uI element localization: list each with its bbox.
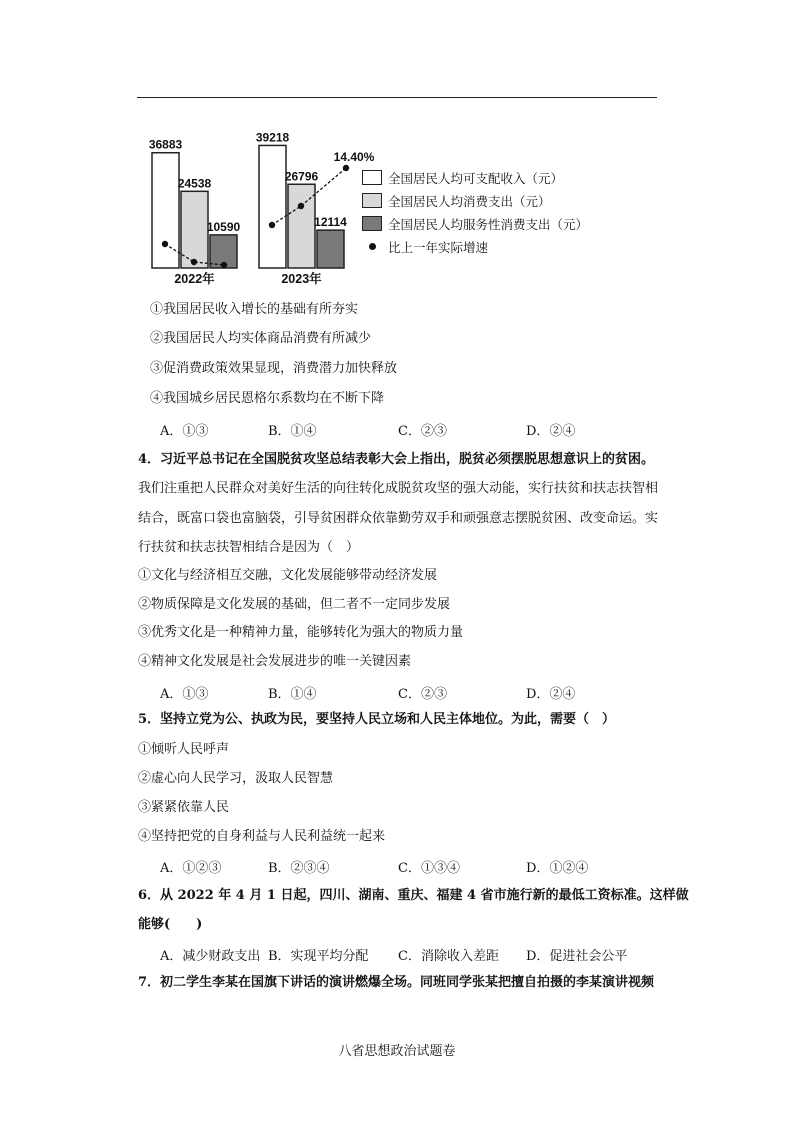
header-rule bbox=[137, 97, 657, 98]
category-label-0: 2022年 bbox=[174, 272, 215, 286]
bar-consumption-0 bbox=[181, 191, 208, 268]
q7-stem-line-1: 7．初二学生李某在国旗下讲话的演讲燃爆全场。同班同学张某把擅自拍摄的李某演讲视频 bbox=[138, 975, 655, 990]
growth-dot-0 bbox=[162, 241, 168, 247]
q3-choice-b[interactable]: B．①④ bbox=[268, 424, 317, 439]
q4-option-1: ①文化与经济相互交融，文化发展能够带动经济发展 bbox=[138, 568, 438, 583]
data-label-consumption-0: 24538 bbox=[177, 176, 212, 191]
q5-stem: 5．坚持立党为公、执政为民，要坚持人民立场和人民主体地位。为此，需要（ ） bbox=[138, 712, 616, 727]
q6-choice-d[interactable]: D．促进社会公平 bbox=[526, 949, 628, 964]
bar-consumption-1 bbox=[288, 184, 315, 268]
q3-option-3: ③促消费政策效果显现，消费潜力加快释放 bbox=[150, 361, 398, 376]
legend-item-consumption bbox=[362, 189, 588, 212]
q6-choice-b[interactable]: B．实现平均分配 bbox=[268, 949, 369, 964]
q3-choice-a[interactable]: A．①③ bbox=[160, 424, 209, 439]
q3-option-1: ①我国居民收入增长的基础有所夯实 bbox=[150, 302, 359, 317]
data-label-service-0: 10590 bbox=[206, 219, 241, 234]
q4-option-3: ③优秀文化是一种精神力量，能够转化为强大的物质力量 bbox=[138, 625, 464, 640]
legend-item-income bbox=[362, 166, 588, 189]
q6-choice-c[interactable]: C．消除收入差距 bbox=[398, 949, 499, 964]
q5-option-2: ②虚心向人民学习，汲取人民智慧 bbox=[138, 771, 334, 786]
q4-option-4: ④精神文化发展是社会发展进步的唯一关键因素 bbox=[138, 654, 412, 669]
q4-choice-d[interactable]: D．②④ bbox=[526, 687, 576, 702]
q4-stem-line-2: 我们注重把人民群众对美好生活的向往转化成脱贫攻坚的强大动能，实行扶贫和扶志扶智相 bbox=[138, 481, 659, 496]
legend-dot-growth bbox=[362, 243, 382, 250]
q3-option-4: ④我国城乡居民恩格尔系数均在不断下降 bbox=[150, 391, 385, 406]
q4-stem-line-3: 结合，既富口袋也富脑袋，引导贫困群众依靠勤劳双手和顽强意志摆脱贫困、改变命运。实 bbox=[138, 511, 659, 526]
q4-stem-line-1: 4．习近平总书记在全国脱贫攻坚总结表彰大会上指出，脱贫必须摆脱思想意识上的贫困。 bbox=[138, 452, 655, 467]
q3-option-2: ②我国居民人均实体商品消费有所减少 bbox=[150, 331, 372, 346]
q5-option-3: ③紧紧依靠人民 bbox=[138, 800, 230, 815]
legend-label-consumption: 全国居民人均消费支出（元） bbox=[388, 193, 551, 209]
q3-choice-c[interactable]: C．②③ bbox=[398, 424, 447, 439]
q6-stem-line-2: 能够( ) bbox=[138, 917, 203, 932]
data-label-income-1: 39218 bbox=[255, 130, 290, 145]
q4-choice-a[interactable]: A．①③ bbox=[160, 687, 209, 702]
growth-dot-4 bbox=[298, 203, 304, 209]
q5-choice-d[interactable]: D．①②④ bbox=[526, 861, 589, 876]
page-footer: 八省思想政治试题卷 bbox=[338, 1044, 456, 1059]
q5-choice-b[interactable]: B．②③④ bbox=[268, 861, 330, 876]
q3-choice-d[interactable]: D．②④ bbox=[526, 424, 576, 439]
growth-dot-2 bbox=[221, 262, 227, 268]
bar-income-1 bbox=[259, 145, 286, 268]
legend-label-growth: 比上一年实际增速 bbox=[388, 239, 489, 255]
q5-option-1: ①倾听人民呼声 bbox=[138, 742, 230, 757]
bar-service-1 bbox=[317, 230, 344, 268]
q4-stem-line-4: 行扶贫和扶志扶智相结合是因为（ ） bbox=[138, 540, 360, 555]
legend-swatch-service bbox=[362, 216, 382, 231]
data-label-income-0: 36883 bbox=[148, 137, 183, 152]
legend-label-income: 全国居民人均可支配收入（元） bbox=[388, 170, 564, 186]
legend-swatch-income bbox=[362, 170, 382, 185]
data-label-consumption-1: 26796 bbox=[284, 169, 319, 184]
data-label-service-1: 12114 bbox=[314, 215, 347, 230]
legend-item-service bbox=[362, 212, 588, 235]
legend-item-growth bbox=[362, 235, 588, 258]
q4-choice-b[interactable]: B．①④ bbox=[268, 687, 317, 702]
q5-choice-c[interactable]: C．①③④ bbox=[398, 861, 460, 876]
q4-option-2: ②物质保障是文化发展的基础，但二者不一定同步发展 bbox=[138, 597, 451, 612]
q4-choice-c[interactable]: C．②③ bbox=[398, 687, 447, 702]
category-label-1: 2023年 bbox=[281, 272, 322, 286]
legend-swatch-consumption bbox=[362, 193, 382, 208]
growth-dot-5 bbox=[343, 165, 349, 171]
growth-dot-3 bbox=[269, 222, 275, 228]
growth-dot-1 bbox=[191, 259, 197, 265]
q5-option-4: ④坚持把党的自身利益与人民利益统一起来 bbox=[138, 829, 386, 844]
q6-stem-line-1: 6．从 2022 年 4 月 1 日起，四川、湖南、重庆、福建 4 省市施行新的最低工资标准。这样做 bbox=[138, 888, 689, 903]
growth-annotation-label: 14.40% bbox=[333, 150, 375, 164]
q5-choice-a[interactable]: A．①②③ bbox=[160, 861, 222, 876]
legend-label-service: 全国居民人均服务性消费支出（元） bbox=[388, 216, 589, 232]
chart-legend bbox=[362, 166, 588, 258]
q6-choice-a[interactable]: A．减少财政支出 bbox=[160, 949, 261, 964]
